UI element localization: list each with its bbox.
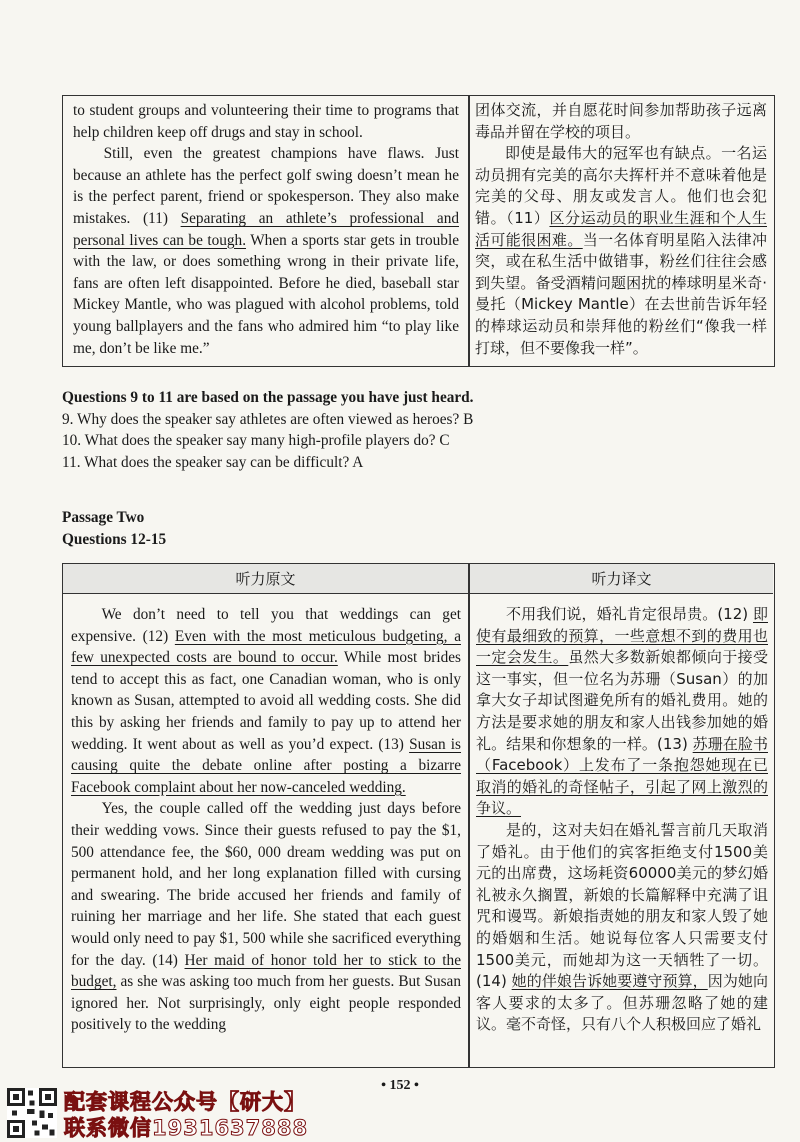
translation-table-2 [62,563,775,1068]
underlined-answer: Susan is causing quite the debate online after posting a bizarre Facebook complaint about her now-canceled wedding. [71,735,462,796]
watermark-line-2: 联系微信1931637888 [64,1116,309,1140]
underlined-answer: 即使有最细致的预算，一些意想不到的费用也一定会发生。 [476,605,768,667]
underlined-answer: 苏珊在脸书（Facebook）上发布了一条抱怨她现在已取消的婚礼的奇怪帖子，引起了网上激烈的争议。 [476,734,768,818]
passage-heading [62,507,782,550]
underlined-answer: 区分运动员的职业生涯和个人生活可能很困难。 [475,208,767,249]
question-10: 10. What does the speaker say many high-profile players do? C [62,432,450,449]
underlined-answer: Even with the most meticulous budgeting, a few unexpected costs are bound to occur. [71,627,461,667]
question-11: 11. What does the speaker say can be difficult? A [62,453,364,471]
chinese-paragraph: 不用我们说，婚礼肯定很昂贵。(12) 即使有最细致的预算，一些意想不到的费用也一定会发生。虽然大多数新娘都倾向于接受这一事实，但一位名为苏珊（Susan）的加拿大女子却试图避免所有的婚礼费用。她的方法是要求她的朋友和家人出钱参加她的婚礼。结果和你想象的一样。(13) 苏珊在脸书（Facebook）上发布了一条抱怨她现在已取消的婚礼的奇怪帖子，引起了网上激烈的争议。 [476,605,768,818]
english-paragraph: to student groups and volunteering their time to programs that help children keep off drugs and stay in school. [73,102,459,141]
english-column [71,604,461,1067]
chinese-column [475,100,767,366]
passage-subtitle: Questions 12-15 [62,530,167,548]
english-paragraph: Yes, the couple called off the wedding just days before their wedding vows. Since their guests refused to pay the $1, 500 attendance fee, the $60, 000 dream wedding was put on permanent hold, and her long explanation filled with cursing and swearing. The bride accused her friends and family of ruining her marriage and her life. She stated that each guest would only need to pay $1, 500 while she sacrificed everything for the day. (14) Her maid of honor told her to stick to the budget, as she was asking too much from her guests. But Susan ignored her. Not surprisingly, only eight people responded positively to the wedding [71,800,461,1034]
translation-table-1 [62,95,775,367]
underlined-answer: Separating an athlete’s professional and personal lives can be tough. [73,209,459,249]
questions-block [62,387,782,473]
table-header-right: 听力译文 [470,564,773,594]
chinese-paragraph: 即使是最伟大的冠军也有缺点。一名运动员拥有完美的高尔夫挥杆并不意味着他是完美的父母、朋友或发言人。他们也会犯错。（11）区分运动员的职业生涯和个人生活可能很困难。当一名体育明星陷入法律冲突，或在私生活中做错事，粉丝们往往会感到失望。备受酒精问题困扰的棒球明星米奇·曼托（Mickey Mantle）在去世前告诉年轻的棒球运动员和崇拜他的粉丝们“像我一样打球，但不要像我一样”。 [475,144,767,357]
english-column [73,100,459,366]
column-divider [468,564,470,1067]
english-paragraph: We don’t need to tell you that weddings can get expensive. (12) Even with the most meticulous budgeting, a few unexpected costs are bound to occur. While most brides tend to accept this as fact, one Canadian woman, who is only known as Susan, attempted to avoid all wedding costs. She did this by asking her friends and family to pay up to attend her wedding. It went about as well as you’d expect. (13) Susan is causing quite the debate online after posting a bizarre Facebook complaint about her now-canceled wedding. [71,606,462,796]
english-paragraph: Still, even the greatest champions have flaws. Just because an athlete has the perfect golf swing doesn’t mean he is the perfect parent, friend or spokesperson. They also make mistakes. (11) Separating an athlete’s professional and personal lives can be tough. When a sports star gets in trouble with the law, or does something wrong in their private life, fans are often left disappointed. Before he died, baseball star Mickey Mantle, who was plagued with alcohol problems, told young ballplayers and the fans who admired him “to play like me, don’t be like me.” [73,145,459,357]
chinese-paragraph: 是的，这对夫妇在婚礼誓言前几天取消了婚礼。由于他们的宾客拒绝支付1500美元的出席费，这场耗资60000美元的梦幻婚礼被永久搁置，新娘的长篇解释中充满了诅咒和谩骂。新娘指责她的朋友和家人毁了她的婚姻和生活。她说每位客人只需要支付1500美元，而她却为这一天牺牲了一切。(14) 她的伴娘告诉她要遵守预算，因为她向客人要求的太多了。但苏珊忽略了她的建议。毫不奇怪，只有八个人积极回应了婚礼 [476,820,768,1034]
chinese-column [476,604,768,1067]
underlined-answer: 她的伴娘告诉她要遵守预算， [511,972,708,991]
chinese-paragraph: 团体交流，并自愿花时间参加帮助孩子远离毒品并留在学校的项目。 [475,101,767,141]
page-number: • 152 • [381,1078,419,1093]
qr-code-icon [6,1088,58,1138]
watermark-line-1: 配套课程公众号【研大】 [64,1090,306,1114]
questions-heading: Questions 9 to 11 are based on the passage you have just heard. [62,389,474,406]
underlined-answer: Her maid of honor told her to stick to the budget, [71,951,461,991]
question-9: 9. Why does the speaker say athletes are often viewed as heroes? B [62,410,474,428]
passage-title: Passage Two [62,509,145,526]
table-header-left: 听力原文 [63,564,468,594]
column-divider [468,96,470,366]
